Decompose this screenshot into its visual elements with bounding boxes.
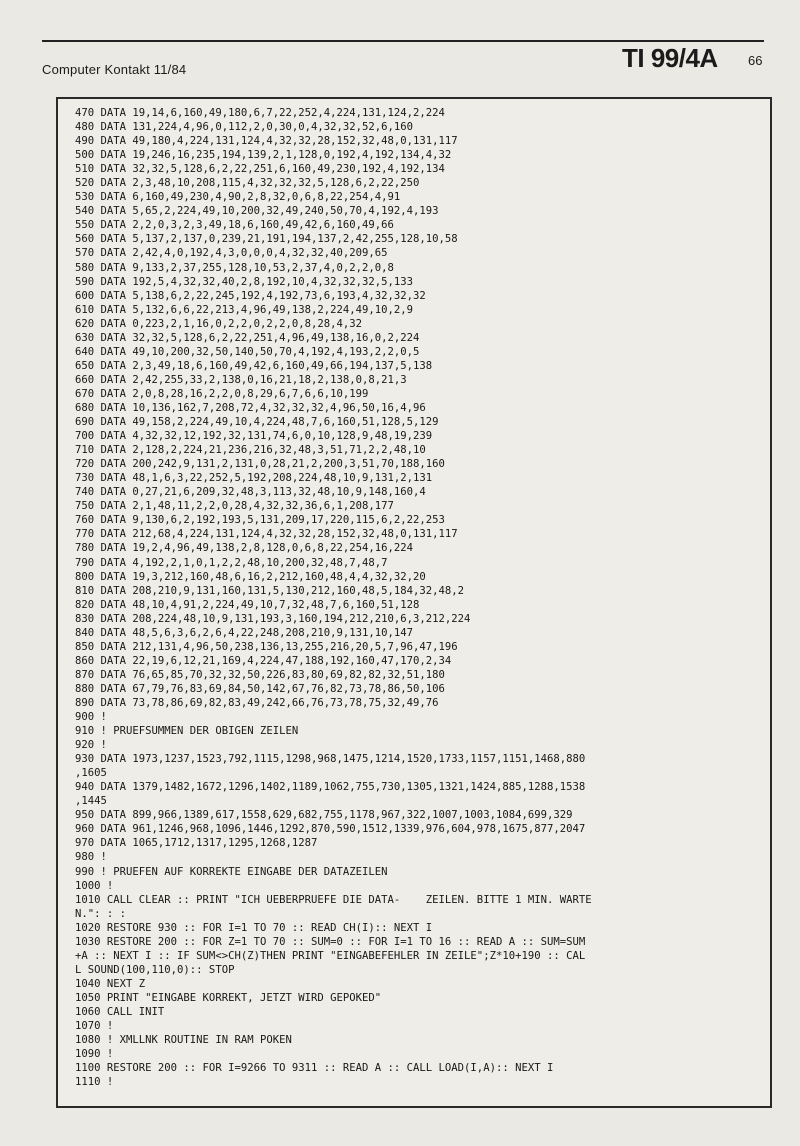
listing-line: 480 DATA 131,224,4,96,0,112,2,0,30,0,4,32,32,52,6,160 [75, 121, 414, 134]
listing-line: 940 DATA 1379,1482,1672,1296,1402,1189,1062,755,730,1305,1321,1424,885,1288,1538 [75, 781, 586, 794]
listing-line: 700 DATA 4,32,32,12,192,32,131,74,6,0,10,128,9,48,19,239 [75, 430, 433, 443]
listing-line: 570 DATA 2,42,4,0,192,4,3,0,0,0,4,32,32,40,209,65 [75, 247, 388, 260]
listing-line: 950 DATA 899,966,1389,617,1558,629,682,755,1178,967,322,1007,1003,1084,699,329 [75, 809, 573, 822]
listing-line: 880 DATA 67,79,76,83,69,84,50,142,67,76,82,73,78,86,50,106 [75, 682, 445, 695]
listing-line: L SOUND(100,110,0):: STOP [75, 963, 235, 976]
listing-line: 560 DATA 5,137,2,137,0,239,21,191,194,137,2,42,255,128,10,58 [75, 233, 458, 246]
listing-line: 470 DATA 19,14,6,160,49,180,6,7,22,252,4,224,131,124,2,224 [75, 107, 445, 119]
listing-line: 510 DATA 32,32,5,128,6,2,22,251,6,160,49,230,192,4,192,134 [75, 163, 445, 176]
listing-line: 1050 PRINT "EINGABE KORREKT, JETZT WIRD GEPOKED" [75, 991, 382, 1004]
listing-line: 1090 ! [75, 1048, 114, 1061]
listing-line: 1040 NEXT Z [75, 977, 146, 990]
listing-line: 1020 RESTORE 930 :: FOR I=1 TO 70 :: READ CH(I):: NEXT I [75, 921, 433, 934]
listing-line: 1060 CALL INIT [75, 1006, 165, 1018]
listing-line: 620 DATA 0,223,2,1,16,0,2,2,0,2,2,0,8,28,4,32 [75, 317, 363, 330]
listing-line: 930 DATA 1973,1237,1523,792,1115,1298,968,1475,1214,1520,1733,1157,1151,1468,880 [75, 753, 586, 766]
listing-line: 740 DATA 0,27,21,6,209,32,48,3,113,32,48,10,9,148,160,4 [75, 486, 426, 499]
listing-line: 970 DATA 1065,1712,1317,1295,1268,1287 [75, 837, 318, 850]
listing-line: 1100 RESTORE 200 :: FOR I=9266 TO 9311 :: READ A :: CALL LOAD(I,A):: NEXT I [75, 1062, 554, 1075]
listing-line: 580 DATA 9,133,2,37,255,128,10,53,2,37,4,0,2,2,0,8 [75, 261, 394, 274]
listing-line: 530 DATA 6,160,49,230,4,90,2,8,32,0,6,8,22,254,4,91 [75, 191, 401, 204]
listing-line: 680 DATA 10,136,162,7,208,72,4,32,32,32,4,96,50,16,4,96 [75, 401, 426, 414]
listing-line: 590 DATA 192,5,4,32,32,40,2,8,192,10,4,32,32,32,5,133 [75, 275, 414, 288]
listing-line: 1070 ! [75, 1020, 114, 1033]
page-number: 66 [748, 53, 763, 68]
listing-line: 520 DATA 2,3,48,10,208,115,4,32,32,32,5,128,6,2,22,250 [75, 177, 420, 190]
listing-line: 1080 ! XMLLNK ROUTINE IN RAM POKEN [75, 1034, 292, 1047]
listing-line: 500 DATA 19,246,16,235,194,139,2,1,128,0,192,4,192,134,4,32 [75, 149, 452, 162]
listing-line: 650 DATA 2,3,49,18,6,160,49,42,6,160,49,66,194,137,5,138 [75, 359, 433, 372]
listing-line: +A :: NEXT I :: IF SUM<>CH(Z)THEN PRINT "EINGABEFEHLER IN ZEILE";Z*10+190 :: CAL [75, 949, 586, 962]
listing-line: 920 ! [75, 739, 107, 752]
listing-line: 770 DATA 212,68,4,224,131,124,4,32,32,28,152,32,48,0,131,117 [75, 528, 458, 541]
listing-line: 750 DATA 2,1,48,11,2,2,0,28,4,32,32,36,6,1,208,177 [75, 500, 394, 513]
basic-listing [75, 106, 765, 1089]
listing-line: 900 ! [75, 711, 107, 724]
listing-line: 810 DATA 208,210,9,131,160,131,5,130,212,160,48,5,184,32,48,2 [75, 584, 465, 597]
listing-line: 1110 ! [75, 1076, 114, 1089]
listing-line: 980 ! [75, 851, 107, 864]
listing-line: 670 DATA 2,0,8,28,16,2,2,0,8,29,6,7,6,6,10,199 [75, 387, 369, 400]
listing-line: 540 DATA 5,65,2,224,49,10,200,32,49,240,50,70,4,192,4,193 [75, 205, 439, 218]
page-header [42, 40, 764, 76]
listing-line: 800 DATA 19,3,212,160,48,6,16,2,212,160,48,4,4,32,32,20 [75, 570, 426, 583]
listing-line: 690 DATA 49,158,2,224,49,10,4,224,48,7,6,160,51,128,5,129 [75, 416, 439, 429]
listing-line: 730 DATA 48,1,6,3,22,252,5,192,208,224,48,10,9,131,2,131 [75, 472, 433, 485]
listing-line: 960 DATA 961,1246,968,1096,1446,1292,870,590,1512,1339,976,604,978,1675,877,2047 [75, 823, 586, 836]
listing-line: 710 DATA 2,128,2,224,21,236,216,32,48,3,51,71,2,2,48,10 [75, 444, 426, 457]
listing-line: 720 DATA 200,242,9,131,2,131,0,28,21,2,200,3,51,70,188,160 [75, 458, 445, 471]
magazine-issue: Computer Kontakt 11/84 [42, 62, 187, 77]
listing-line: 640 DATA 49,10,200,32,50,140,50,70,4,192,4,193,2,2,0,5 [75, 345, 420, 358]
listing-line: 660 DATA 2,42,255,33,2,138,0,16,21,18,2,138,0,8,21,3 [75, 373, 407, 386]
listing-line: 1010 CALL CLEAR :: PRINT "ICH UEBERPRUEFE DIE DATA- ZEILEN. BITTE 1 MIN. WARTE [75, 893, 592, 906]
listing-line: 790 DATA 4,192,2,1,0,1,2,2,48,10,200,32,48,7,48,7 [75, 556, 388, 569]
listing-line: 780 DATA 19,2,4,96,49,138,2,8,128,0,6,8,22,254,16,224 [75, 542, 414, 555]
listing-line: ,1605 [75, 767, 107, 780]
system-title: TI 99/4A [622, 43, 718, 73]
listing-line: 1030 RESTORE 200 :: FOR Z=1 TO 70 :: SUM=0 :: FOR I=1 TO 16 :: READ A :: SUM=SUM [75, 935, 586, 948]
listing-line: 550 DATA 2,2,0,3,2,3,49,18,6,160,49,42,6,160,49,66 [75, 219, 394, 232]
listing-line: 830 DATA 208,224,48,10,9,131,193,3,160,194,212,210,6,3,212,224 [75, 612, 471, 625]
listing-line: 630 DATA 32,32,5,128,6,2,22,251,4,96,49,138,16,0,2,224 [75, 331, 420, 344]
listing-line: 990 ! PRUEFEN AUF KORREKTE EINGABE DER DATAZEILEN [75, 865, 388, 878]
listing-line: 890 DATA 73,78,86,69,82,83,49,242,66,76,73,78,75,32,49,76 [75, 696, 439, 709]
listing-line: 610 DATA 5,132,6,6,22,213,4,96,49,138,2,224,49,10,2,9 [75, 303, 414, 316]
listing-line: 840 DATA 48,5,6,3,6,2,6,4,22,248,208,210,9,131,10,147 [75, 626, 414, 639]
header-rule [42, 40, 764, 42]
listing-line: N.": : : [75, 907, 127, 920]
listing-line: 600 DATA 5,138,6,2,22,245,192,4,192,73,6,193,4,32,32,32 [75, 289, 426, 302]
listing-line: 850 DATA 212,131,4,96,50,238,136,13,255,216,20,5,7,96,47,196 [75, 640, 458, 653]
listing-line: 490 DATA 49,180,4,224,131,124,4,32,32,28,152,32,48,0,131,117 [75, 135, 458, 148]
listing-line: 1000 ! [75, 879, 114, 892]
listing-line: 910 ! PRUEFSUMMEN DER OBIGEN ZEILEN [75, 725, 299, 738]
listing-line: ,1445 [75, 795, 107, 808]
listing-line: 870 DATA 76,65,85,70,32,32,50,226,83,80,69,82,82,32,51,180 [75, 668, 445, 681]
listing-line: 760 DATA 9,130,6,2,192,193,5,131,209,17,220,115,6,2,22,253 [75, 514, 445, 527]
listing-line: 860 DATA 22,19,6,12,21,169,4,224,47,188,192,160,47,170,2,34 [75, 654, 452, 667]
listing-line: 820 DATA 48,10,4,91,2,224,49,10,7,32,48,7,6,160,51,128 [75, 598, 420, 611]
